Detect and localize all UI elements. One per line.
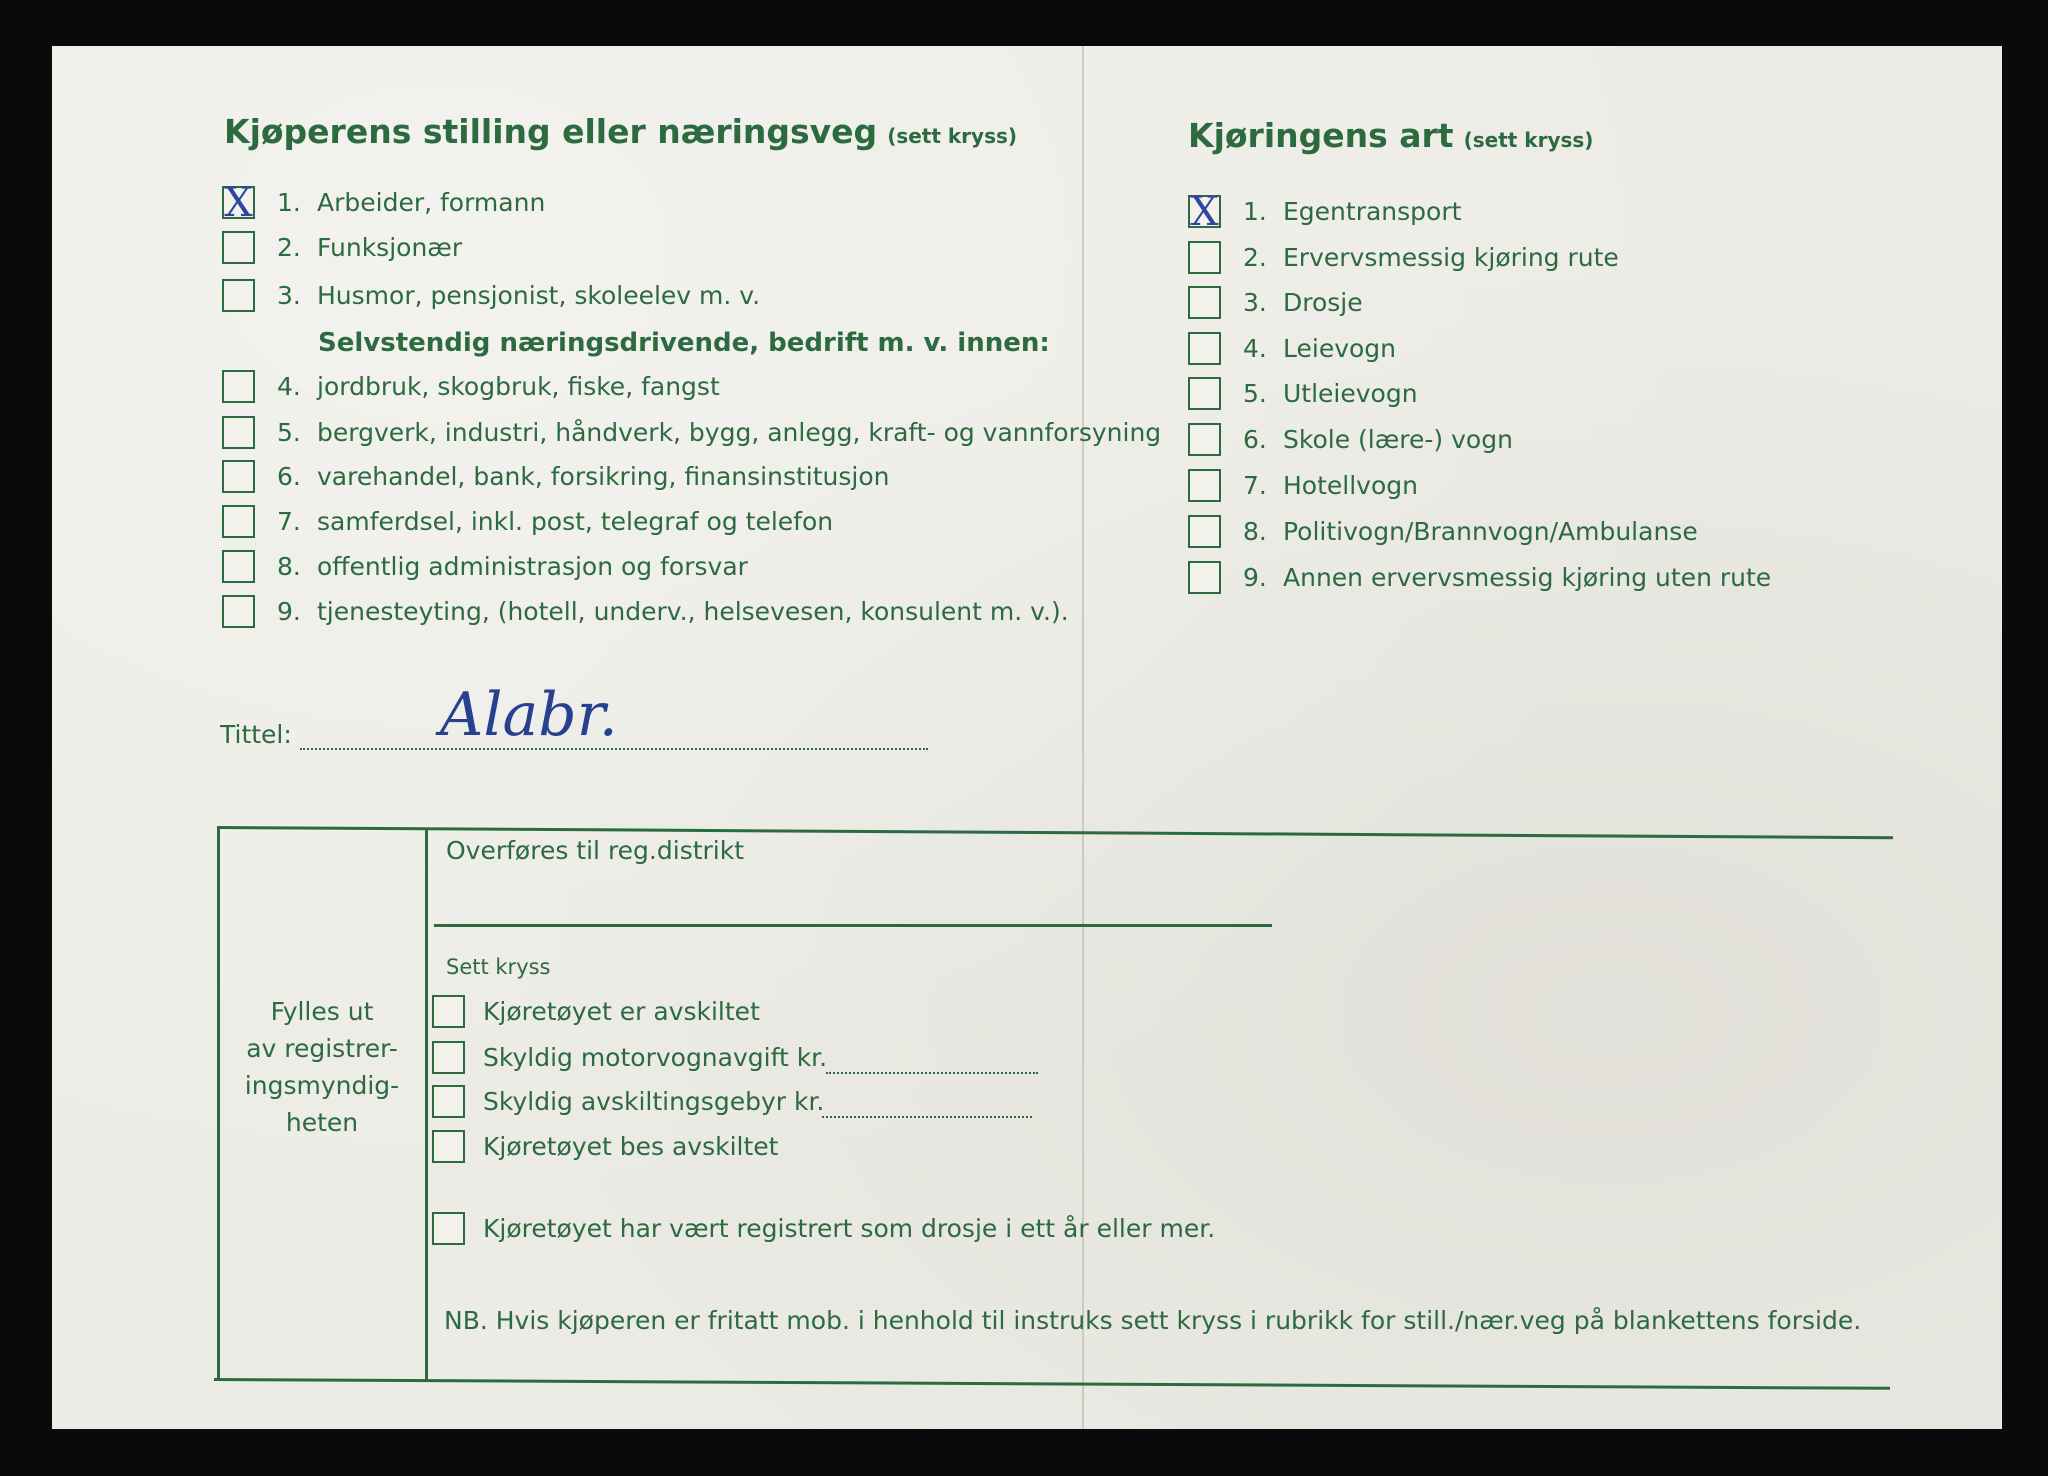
option-number: 8. — [1243, 517, 1267, 546]
occupation-option-8[interactable] — [222, 550, 748, 583]
checkbox[interactable] — [432, 1130, 465, 1163]
option-number: 1. — [1243, 197, 1267, 226]
option-label: samferdsel, inkl. post, telegraf og telefon — [317, 507, 834, 536]
title-handwritten-value: Alabr. — [440, 680, 618, 750]
check-label: Kjøretøyet bes avskiltet — [483, 1132, 779, 1161]
checkbox[interactable] — [222, 416, 255, 449]
deregistration-fee-amount-line[interactable] — [822, 1116, 1032, 1118]
check-note: Sett kryss — [446, 955, 551, 979]
checkbox[interactable] — [1188, 469, 1221, 502]
checkbox[interactable] — [432, 1041, 465, 1074]
buyer-occupation-heading — [224, 112, 1017, 151]
checkbox[interactable] — [432, 1212, 465, 1245]
check-label: Kjøretøyet har vært registrert som drosje i ett år eller mer. — [483, 1214, 1216, 1243]
checkbox[interactable] — [222, 180, 255, 226]
buyer-occupation-note: (sett kryss) — [887, 124, 1018, 148]
option-label: Egentransport — [1283, 197, 1462, 226]
option-number: 7. — [1243, 471, 1267, 500]
checkbox[interactable] — [1188, 377, 1221, 410]
registry-check-deregistration-fee[interactable] — [432, 1085, 824, 1118]
driving-type-heading — [1188, 116, 1593, 155]
option-number: 1. — [277, 188, 301, 217]
buyer-occupation-title: Kjøperens stilling eller næringsveg — [224, 112, 878, 151]
option-label: Funksjonær — [317, 233, 463, 262]
driving-option-5[interactable] — [1188, 377, 1418, 410]
driving-option-4[interactable] — [1188, 332, 1396, 365]
registry-check-request-deregistration[interactable] — [432, 1130, 778, 1163]
option-number: 8. — [277, 552, 301, 581]
option-number: 7. — [277, 507, 301, 536]
check-label: Skyldig avskiltingsgebyr kr. — [483, 1087, 825, 1116]
checkbox[interactable] — [1188, 241, 1221, 274]
option-number: 5. — [277, 418, 301, 447]
driving-option-3[interactable] — [1188, 286, 1363, 319]
driving-option-9[interactable] — [1188, 561, 1771, 594]
checkbox[interactable] — [1188, 332, 1221, 365]
option-number: 6. — [1243, 425, 1267, 454]
checkbox[interactable] — [222, 550, 255, 583]
title-label: Tittel: — [220, 720, 292, 749]
option-label: bergverk, industri, håndverk, bygg, anlegg, kraft- og vannforsyning — [317, 418, 1162, 447]
option-number: 9. — [1243, 563, 1267, 592]
side-label-line: Fylles ut — [270, 997, 374, 1026]
occupation-option-7[interactable] — [222, 505, 833, 538]
self-employed-subheading: Selvstendig næringsdrivende, bedrift m. v. innen: — [318, 328, 1050, 358]
checkbox[interactable] — [222, 505, 255, 538]
registry-box-left-border — [217, 826, 220, 1379]
option-label: Skole (lære-) vogn — [1283, 425, 1513, 454]
registry-side-label — [222, 993, 422, 1141]
option-label: Leievogn — [1283, 334, 1397, 363]
checkbox[interactable] — [222, 279, 255, 312]
checkbox[interactable] — [222, 231, 255, 264]
check-label: Kjøretøyet er avskiltet — [483, 997, 760, 1026]
checkbox[interactable] — [1188, 189, 1221, 235]
option-label: Husmor, pensjonist, skoleelev m. v. — [317, 281, 761, 310]
side-label-line: av registrer- — [246, 1034, 398, 1063]
checkbox[interactable] — [1188, 423, 1221, 456]
checkbox[interactable] — [222, 460, 255, 493]
motor-tax-amount-line[interactable] — [826, 1072, 1038, 1074]
checkbox[interactable] — [222, 370, 255, 403]
driving-option-6[interactable] — [1188, 423, 1513, 456]
option-number: 4. — [277, 372, 301, 401]
checkmark-x-icon: X — [1190, 189, 1219, 235]
option-label: Utleievogn — [1283, 379, 1418, 408]
option-label: Arbeider, formann — [317, 188, 546, 217]
check-label: Skyldig motorvognavgift kr. — [483, 1043, 828, 1072]
checkbox[interactable] — [432, 995, 465, 1028]
checkbox[interactable] — [432, 1085, 465, 1118]
option-label: Politivogn/Brannvogn/Ambulanse — [1283, 517, 1698, 546]
checkbox[interactable] — [1188, 561, 1221, 594]
occupation-option-4[interactable] — [222, 370, 720, 403]
occupation-option-3[interactable] — [222, 279, 760, 312]
option-label: jordbruk, skogbruk, fiske, fangst — [317, 372, 720, 401]
driving-option-8[interactable] — [1188, 515, 1698, 548]
option-number: 6. — [277, 462, 301, 491]
registry-check-deregistered[interactable] — [432, 995, 760, 1028]
option-number: 2. — [1243, 243, 1267, 272]
nb-note: NB. Hvis kjøperen er fritatt mob. i henhold til instruks sett kryss i rubrikk for still./nær.veg på blankettens forside. — [444, 1306, 1862, 1335]
option-number: 2. — [277, 233, 301, 262]
checkbox[interactable] — [1188, 286, 1221, 319]
side-label-line: ingsmyndig- — [244, 1071, 400, 1100]
option-label: Hotellvogn — [1283, 471, 1418, 500]
checkbox[interactable] — [1188, 515, 1221, 548]
driving-option-7[interactable] — [1188, 469, 1418, 502]
registry-check-taxi-one-year[interactable] — [432, 1212, 1215, 1245]
option-label: Annen ervervsmessig kjøring uten rute — [1283, 563, 1772, 592]
checkbox[interactable] — [222, 595, 255, 628]
occupation-option-5[interactable] — [222, 416, 1161, 449]
checkmark-x-icon: X — [224, 180, 253, 226]
side-label-line: heten — [285, 1108, 359, 1137]
driving-option-1[interactable] — [1188, 189, 1462, 235]
transfer-input-line[interactable] — [434, 924, 1272, 927]
option-label: varehandel, bank, forsikring, finansinstitusjon — [317, 462, 890, 491]
driving-type-note: (sett kryss) — [1463, 128, 1594, 152]
option-label: tjenesteyting, (hotell, underv., helsevesen, konsulent m. v.). — [317, 597, 1069, 626]
option-label: offentlig administrasjon og forsvar — [317, 552, 748, 581]
option-number: 5. — [1243, 379, 1267, 408]
occupation-option-6[interactable] — [222, 460, 890, 493]
driving-type-title: Kjøringens art — [1188, 116, 1454, 155]
occupation-option-2[interactable] — [222, 231, 462, 264]
option-number: 3. — [277, 281, 301, 310]
option-number: 4. — [1243, 334, 1267, 363]
occupation-option-1[interactable] — [222, 180, 546, 226]
registry-box-divider — [425, 830, 428, 1380]
option-number: 3. — [1243, 288, 1267, 317]
option-label: Ervervsmessig kjøring rute — [1283, 243, 1619, 272]
option-number: 9. — [277, 597, 301, 626]
occupation-option-9[interactable] — [222, 595, 1069, 628]
option-label: Drosje — [1283, 288, 1363, 317]
transfer-label: Overføres til reg.distrikt — [446, 836, 745, 865]
driving-option-2[interactable] — [1188, 241, 1619, 274]
registry-check-motor-tax[interactable] — [432, 1041, 827, 1074]
